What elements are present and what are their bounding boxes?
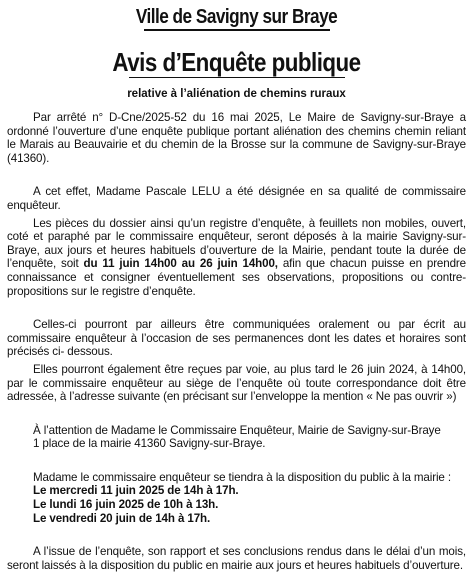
paragraph-mail-observations: Elles pourront également être reçues par voie, au plus tard le 26 juin 2024, à 14h00, par le commissaire enquêteur au siège de l’enquête où toute correspondance doit être adressée, à l’adresse suivante (en précisant sur l’enveloppe la mention « Ne pas ouvrir ») <box>7 362 466 404</box>
notice-body <box>7 111 466 572</box>
paragraph-commissioner: A cet effet, Madame Pascale LELU a été désignée en sa qualité de commissaire enquêteur. <box>7 185 466 212</box>
schedule-item: Le mercredi 11 juin 2025 de 14h à 17h. <box>33 484 239 498</box>
notice-subtitle: relative à l’aliénation de chemins ruraux <box>127 88 346 100</box>
schedule-item: Le lundi 16 juin 2025 de 10h à 13h. <box>33 498 219 512</box>
address-line-2: 1 place de la mairie 41360 Savigny-sur-Braye. <box>33 437 266 451</box>
schedule-block <box>7 471 466 525</box>
paragraph-final-report: A l’issue de l’enquête, son rapport et ses conclusions rendus dans le délai d’un mois, seront laissés à la disposition du public en mairie aux jours et heures habituels d’ouverture. <box>7 545 466 572</box>
schedule-intro: Madame le commissaire enquêteur se tiendra à la disposition du public à la mairie : <box>33 470 451 484</box>
title-underline <box>129 77 345 79</box>
paragraph-oral-observations: Celles-ci pourront par ailleurs être communiquées oralement ou par écrit au commissaire enquêteur à l’occasion de ses permanences dont les dates et horaires sont précisés ci- dessous. <box>7 318 466 359</box>
paragraph-documents <box>7 217 466 299</box>
address-block <box>7 424 466 451</box>
address-line-1: À l’attention de Madame le Commissaire Enquêteur, Mairie de Savigny-sur-Braye <box>33 423 441 437</box>
town-name: Ville de Savigny sur Braye <box>135 6 338 28</box>
enquiry-dates: du 11 juin 14h00 au 26 juin 14h00, <box>83 257 278 271</box>
documents-text-start: Les pièces du dossier ainsi qu’un registre d’enquête, à feuillets non mobiles, ouvert, coté et paraphé par le commissaire enquêteur, seront déposés à la mairie Savigny-sur-Braye, aux jours et heures habituels d’ouverture de la Mairie, pendant toute la durée de l’enquête, soit <box>7 216 466 271</box>
documents-text-end: afin que chacun puisse en prendre connaissance et consigner éventuellement ses observations, propositions ou contre- propositions sur le registre d’enquête. <box>7 257 466 298</box>
schedule-item: Le vendredi 20 juin de 14h à 17h. <box>33 511 211 525</box>
town-underline <box>144 29 330 31</box>
paragraph-decree: Par arrêté n° D-Cne/2025-52 du 16 mai 2025, Le Maire de Savigny-sur-Braye a ordonné l’ouverture d’une enquête publique portant aliénation des chemins chemin reliant le Marais au Beauvairie et du chemin de la Brosse sur la commune de Savigny-sur-Braye (41360). <box>7 111 466 165</box>
notice-title: Avis d’Enquête publique <box>112 46 361 77</box>
